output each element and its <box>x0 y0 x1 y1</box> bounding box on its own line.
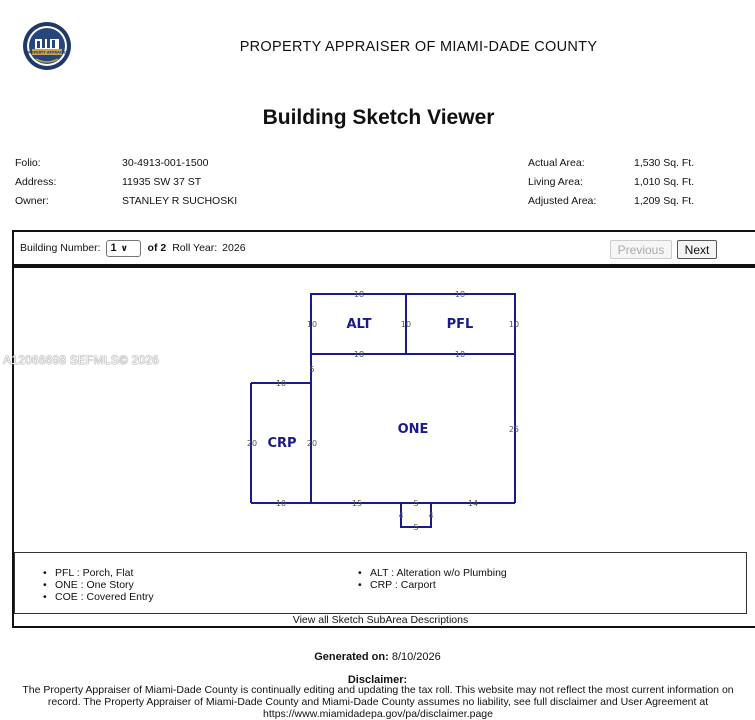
property-info-right <box>528 154 694 211</box>
area-label-crp: CRP <box>267 436 297 451</box>
dim-label: 5 <box>309 365 315 374</box>
generated-on <box>0 651 755 663</box>
sketch-toolbar <box>12 230 755 268</box>
dim-label: 18 <box>454 290 466 299</box>
legend-item: • ONE : One Story <box>43 579 154 591</box>
dim-label: 18 <box>353 290 365 299</box>
folio-value: 30-4913-001-1500 <box>122 157 209 169</box>
building-number-value: 1 <box>110 242 117 254</box>
generated-label: Generated on: <box>314 651 389 663</box>
previous-button[interactable]: Previous <box>610 240 672 259</box>
next-button[interactable]: Next <box>677 240 717 259</box>
dim-label: 20 <box>306 439 318 448</box>
actual-area-value: 1,530 Sq. Ft. <box>634 157 695 169</box>
dim-label: 5 <box>413 499 419 508</box>
dim-label: 15 <box>351 499 363 508</box>
dim-label: 5 <box>413 523 419 532</box>
dim-label: 18 <box>353 350 365 359</box>
seal-text: PROPERTY APPRAISER <box>25 50 69 55</box>
area-label-alt: ALT <box>346 317 372 332</box>
dim-label: 4 <box>398 511 404 520</box>
legend-item: • PFL : Porch, Flat <box>43 567 154 579</box>
disclaimer-text: The Property Appraiser of Miami-Dade County is continually editing and updating the tax roll. This website may not reflect the most current information on record. The Property Appraiser of Miami-Dade County and Miami-Dade County assumes no liability, see full disclaimer and User Agreement at https://www.miamidadepa.gov/pa/disclaimer.page <box>22 684 734 720</box>
legend-column-1 <box>43 567 154 603</box>
folio-label: Folio: <box>15 157 41 169</box>
dim-label: 25 <box>508 425 520 434</box>
dim-label: 20 <box>246 439 258 448</box>
actual-area-label: Actual Area: <box>528 157 585 169</box>
alt-pfl-outline <box>311 294 515 354</box>
page-title: Building Sketch Viewer <box>262 106 495 129</box>
chevron-down-icon: ∨ <box>120 242 128 253</box>
dim-label: 10 <box>306 320 318 329</box>
dim-label: 18 <box>454 350 466 359</box>
dim-label: 10 <box>275 379 287 388</box>
address-label: Address: <box>15 176 57 188</box>
living-area-label: Living Area: <box>528 176 583 188</box>
dim-label: 10 <box>400 320 412 329</box>
property-info-left <box>15 154 237 211</box>
mls-watermark: A12066698 SEFMLS© 2026 <box>3 353 160 367</box>
area-label-pfl: PFL <box>446 317 474 332</box>
owner-label: Owner: <box>15 195 49 207</box>
legend-column-2 <box>358 567 507 591</box>
owner-value: STANLEY R SUCHOSKI <box>122 195 238 207</box>
dim-label: 10 <box>275 499 287 508</box>
living-area-value: 1,010 Sq. Ft. <box>634 176 695 188</box>
dimension-labels <box>247 290 519 532</box>
sketch-outline <box>251 294 515 527</box>
dim-label: 10 <box>508 320 520 329</box>
adjusted-area-value: 1,209 Sq. Ft. <box>634 195 695 207</box>
generated-date: 8/10/2026 <box>391 651 441 663</box>
roll-year-label: Roll Year: <box>172 242 218 254</box>
legend-item: • COE : Covered Entry <box>43 591 154 603</box>
adjusted-area-label: Adjusted Area: <box>528 195 597 207</box>
dim-label: 4 <box>428 511 434 520</box>
view-all-subareas-link[interactable]: View all Sketch SubArea Descriptions <box>292 614 469 626</box>
area-label-one: ONE <box>397 422 429 437</box>
subarea-legend <box>14 552 747 614</box>
building-total: of 2 <box>147 242 167 254</box>
address-value: 11935 SW 37 ST <box>122 176 202 188</box>
dim-label: 14 <box>467 499 479 508</box>
roll-year-value: 2026 <box>222 242 246 254</box>
agency-name: PROPERTY APPRAISER OF MIAMI-DADE COUNTY <box>239 39 598 55</box>
building-number-label: Building Number: <box>20 242 101 254</box>
legend-item: • CRP : Carport <box>358 579 507 591</box>
building-number-select[interactable] <box>106 240 141 257</box>
legend-item: • ALT : Alteration w/o Plumbing <box>358 567 507 579</box>
disclaimer-title: Disclaimer: <box>347 674 408 686</box>
